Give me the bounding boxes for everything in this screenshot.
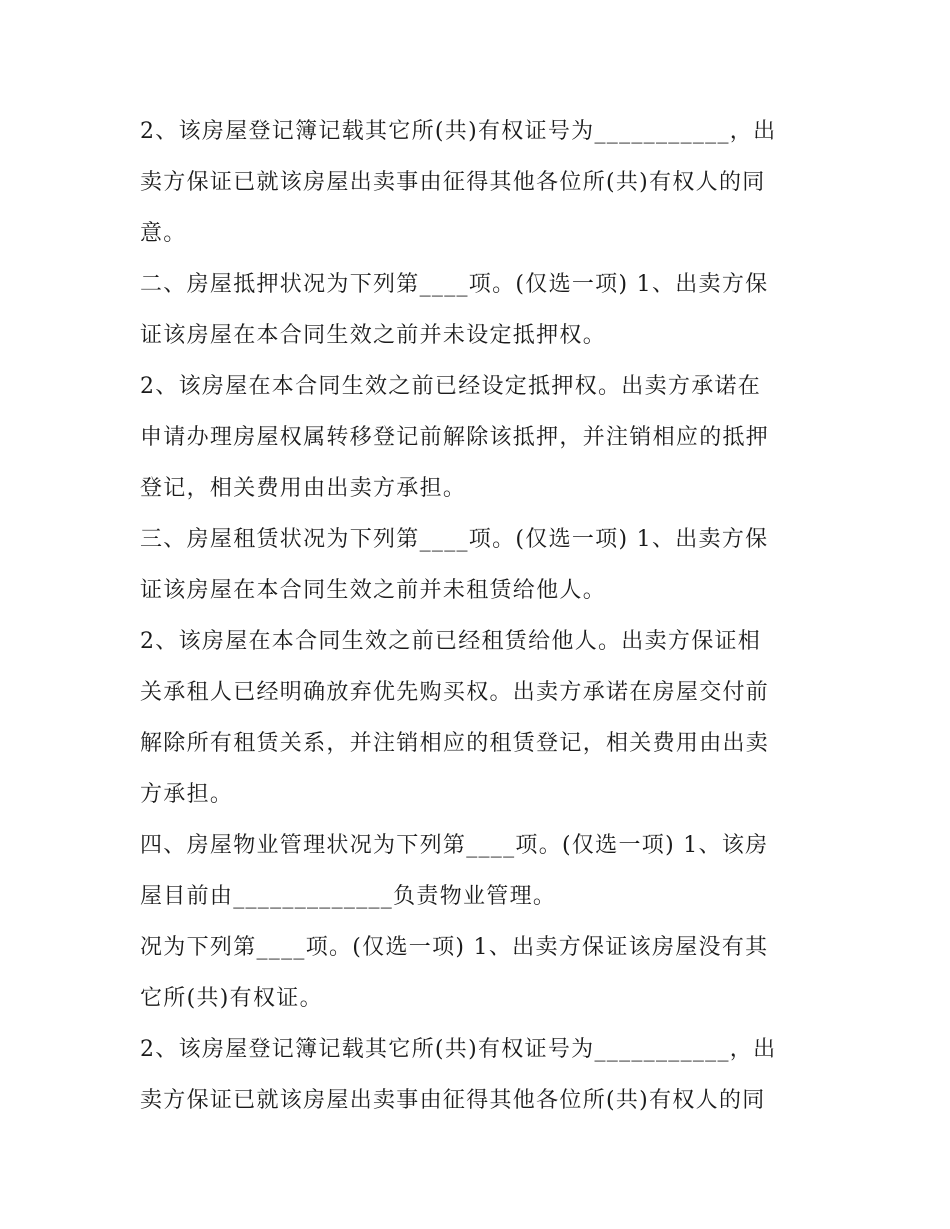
text-line: 2、该房屋在本合同生效之前已经租赁给他人。出卖方保证相 [140, 629, 762, 654]
text-line: 况为下列第____项。(仅选一项) 1、出卖方保证该房屋没有其 [140, 935, 769, 960]
text-line: 卖方保证已就该房屋出卖事由征得其他各位所(共)有权人的同 [140, 1088, 766, 1113]
text-line: 意。 [140, 221, 187, 246]
document-body [140, 106, 820, 1126]
text-line: 卖方保证已就该房屋出卖事由征得其他各位所(共)有权人的同 [140, 170, 766, 195]
text-line: 它所(共)有权证。 [140, 986, 323, 1011]
text-line: 证该房屋在本合同生效之前并未租赁给他人。 [140, 578, 607, 603]
text-line: 2、该房屋在本合同生效之前已经设定抵押权。出卖方承诺在 [140, 374, 762, 399]
text-line: 方承担。 [140, 782, 234, 807]
text-line: 2、该房屋登记簿记载其它所(共)有权证号为___________，出 [140, 119, 777, 144]
text-line: 证该房屋在本合同生效之前并未设定抵押权。 [140, 323, 607, 348]
text-line: 关承租人已经明确放弃优先购买权。出卖方承诺在房屋交付前 [140, 680, 770, 705]
text-line: 申请办理房屋权属转移登记前解除该抵押，并注销相应的抵押 [140, 425, 770, 450]
text-line: 四、房屋物业管理状况为下列第____项。(仅选一项) 1、该房 [140, 833, 769, 858]
text-line: 三、房屋租赁状况为下列第____项。(仅选一项) 1、出卖方保 [140, 527, 769, 552]
text-line: 二、房屋抵押状况为下列第____项。(仅选一项) 1、出卖方保 [140, 272, 769, 297]
text-line: 2、该房屋登记簿记载其它所(共)有权证号为___________，出 [140, 1037, 777, 1062]
text-line: 解除所有租赁关系，并注销相应的租赁登记，相关费用由出卖 [140, 731, 770, 756]
text-line: 登记，相关费用由出卖方承担。 [140, 476, 467, 501]
text-line: 屋目前由_____________负责物业管理。 [140, 884, 557, 909]
